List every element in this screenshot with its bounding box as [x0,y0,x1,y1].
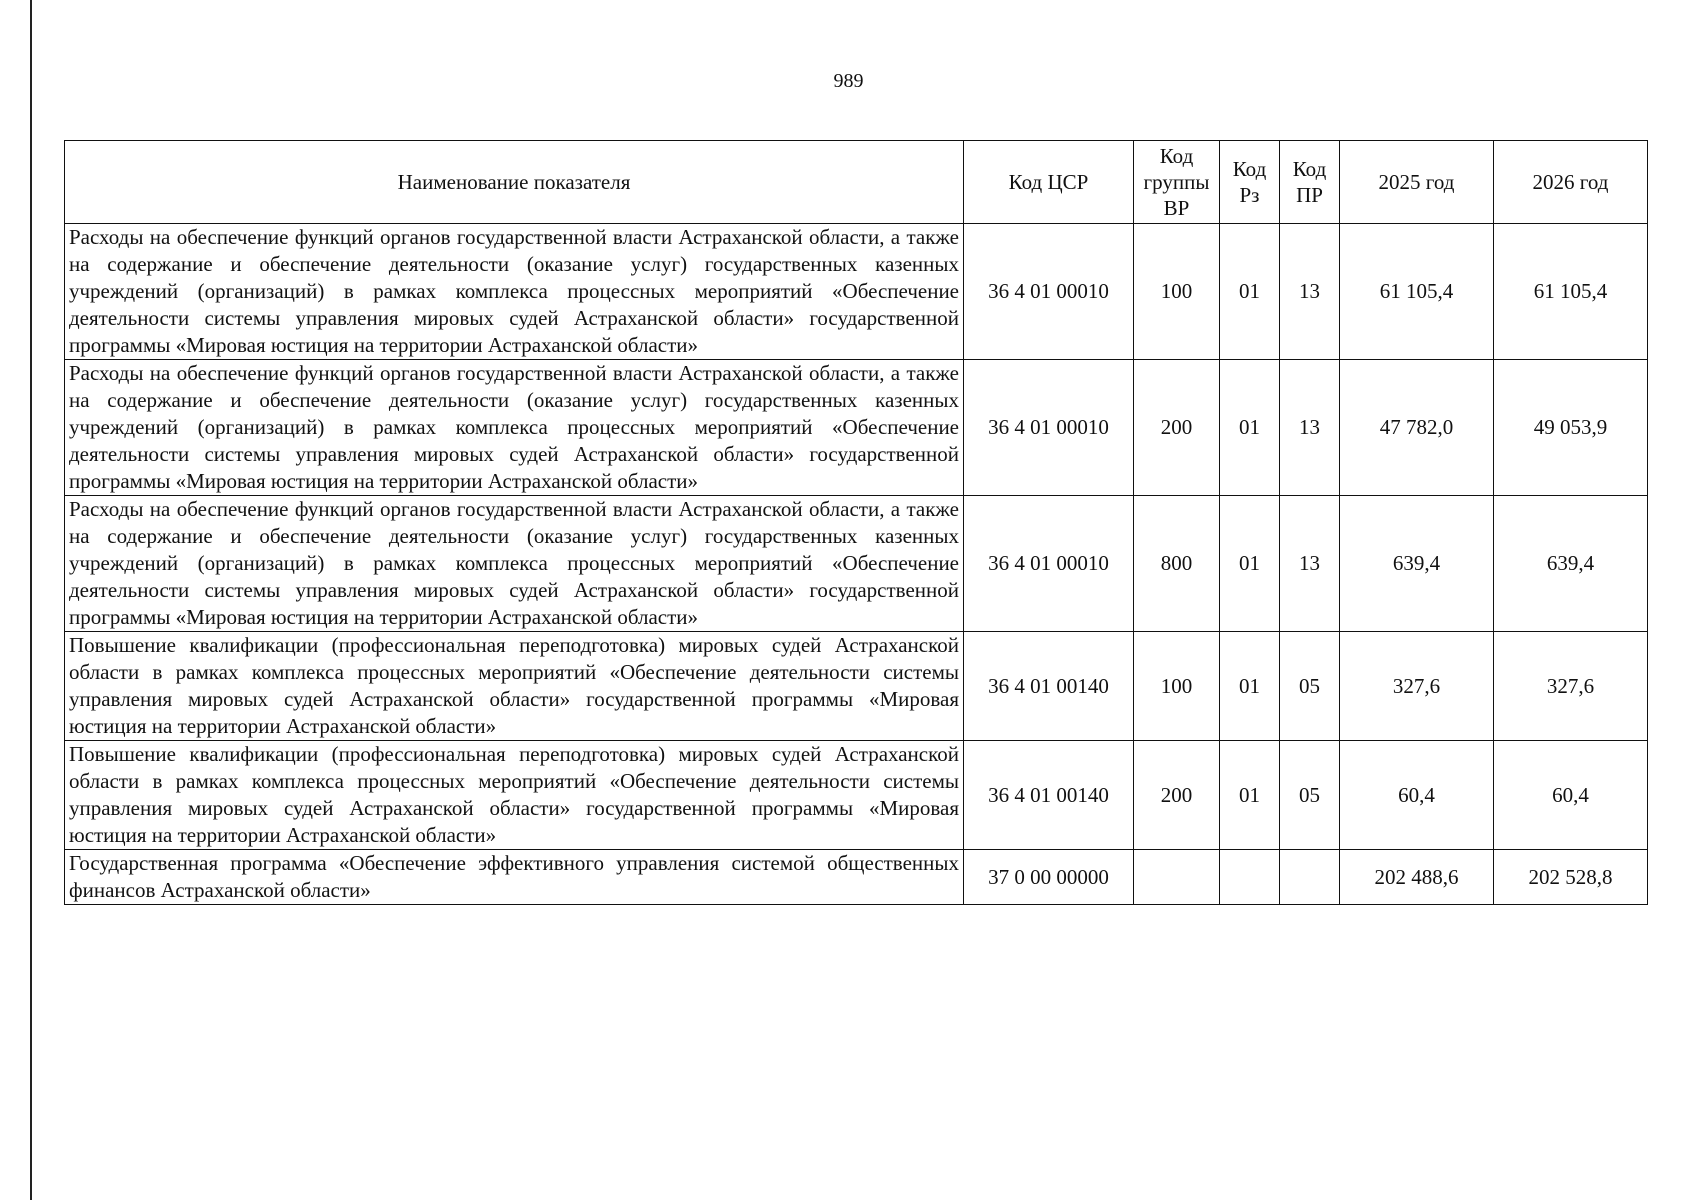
row-vr-code [1134,850,1220,905]
header-pr-code: Код ПР [1280,141,1340,224]
table-row [65,360,1648,496]
row-rz-code: 01 [1220,741,1280,850]
row-csr-code: 36 4 01 00140 [964,632,1134,741]
row-csr-code: 36 4 01 00010 [964,360,1134,496]
row-rz-code: 01 [1220,360,1280,496]
row-rz-code: 01 [1220,224,1280,360]
page-number: 989 [833,70,864,92]
row-amount-2025: 327,6 [1340,632,1494,741]
header-year-2025: 2025 год [1340,141,1494,224]
table-row [65,496,1648,632]
row-pr-code: 13 [1280,360,1340,496]
row-csr-code: 37 0 00 00000 [964,850,1134,905]
row-name: Повышение квалификации (профессиональная переподготовка) мировых судей Астраханской области в рамках комплекса процессных мероприятий «Обеспечение деятельности системы управления мировых судей Астраханской области» государственной программы «Мировая юстиция на территории Астраханской области» [65,741,964,850]
table-row [65,850,1648,905]
row-name: Расходы на обеспечение функций органов государственной власти Астраханской области, а также на содержание и обеспечение деятельности (оказание услуг) государственных казенных учреждений (организаций) в рамках комплекса процессных мероприятий «Обеспечение деятельности системы управления мировых судей Астраханской области» государственной программы «Мировая юстиция на территории Астраханской области» [65,224,964,360]
row-amount-2026: 639,4 [1494,496,1648,632]
header-vr-group-code: Код группы ВР [1134,141,1220,224]
row-pr-code: 13 [1280,224,1340,360]
row-rz-code: 01 [1220,496,1280,632]
header-rz-code: Код Рз [1220,141,1280,224]
header-year-2026: 2026 год [1494,141,1648,224]
binding-margin-line [30,0,32,1200]
budget-table [64,140,1648,905]
row-amount-2026: 49 053,9 [1494,360,1648,496]
row-amount-2025: 60,4 [1340,741,1494,850]
table-row [65,741,1648,850]
row-rz-code [1220,850,1280,905]
row-name: Расходы на обеспечение функций органов государственной власти Астраханской области, а также на содержание и обеспечение деятельности (оказание услуг) государственных казенных учреждений (организаций) в рамках комплекса процессных мероприятий «Обеспечение деятельности системы управления мировых судей Астраханской области» государственной программы «Мировая юстиция на территории Астраханской области» [65,360,964,496]
row-amount-2026: 202 528,8 [1494,850,1648,905]
row-amount-2025: 202 488,6 [1340,850,1494,905]
row-pr-code: 05 [1280,741,1340,850]
row-vr-code: 200 [1134,741,1220,850]
row-vr-code: 100 [1134,224,1220,360]
row-amount-2026: 327,6 [1494,632,1648,741]
row-name: Расходы на обеспечение функций органов государственной власти Астраханской области, а также на содержание и обеспечение деятельности (оказание услуг) государственных казенных учреждений (организаций) в рамках комплекса процессных мероприятий «Обеспечение деятельности системы управления мировых судей Астраханской области» государственной программы «Мировая юстиция на территории Астраханской области» [65,496,964,632]
header-csr-code: Код ЦСР [964,141,1134,224]
row-pr-code: 13 [1280,496,1340,632]
row-rz-code: 01 [1220,632,1280,741]
table-header-row [65,141,1648,224]
row-amount-2025: 639,4 [1340,496,1494,632]
row-name: Повышение квалификации (профессиональная переподготовка) мировых судей Астраханской области в рамках комплекса процессных мероприятий «Обеспечение деятельности системы управления мировых судей Астраханской области» государственной программы «Мировая юстиция на территории Астраханской области» [65,632,964,741]
row-pr-code: 05 [1280,632,1340,741]
row-amount-2025: 61 105,4 [1340,224,1494,360]
row-pr-code [1280,850,1340,905]
header-name: Наименование показателя [65,141,964,224]
row-amount-2026: 60,4 [1494,741,1648,850]
table-row [65,632,1648,741]
row-csr-code: 36 4 01 00140 [964,741,1134,850]
row-csr-code: 36 4 01 00010 [964,496,1134,632]
row-vr-code: 100 [1134,632,1220,741]
row-name: Государственная программа «Обеспечение эффективного управления системой общественных финансов Астраханской области» [65,850,964,905]
row-amount-2025: 47 782,0 [1340,360,1494,496]
row-csr-code: 36 4 01 00010 [964,224,1134,360]
row-vr-code: 800 [1134,496,1220,632]
row-vr-code: 200 [1134,360,1220,496]
row-amount-2026: 61 105,4 [1494,224,1648,360]
table-row [65,224,1648,360]
